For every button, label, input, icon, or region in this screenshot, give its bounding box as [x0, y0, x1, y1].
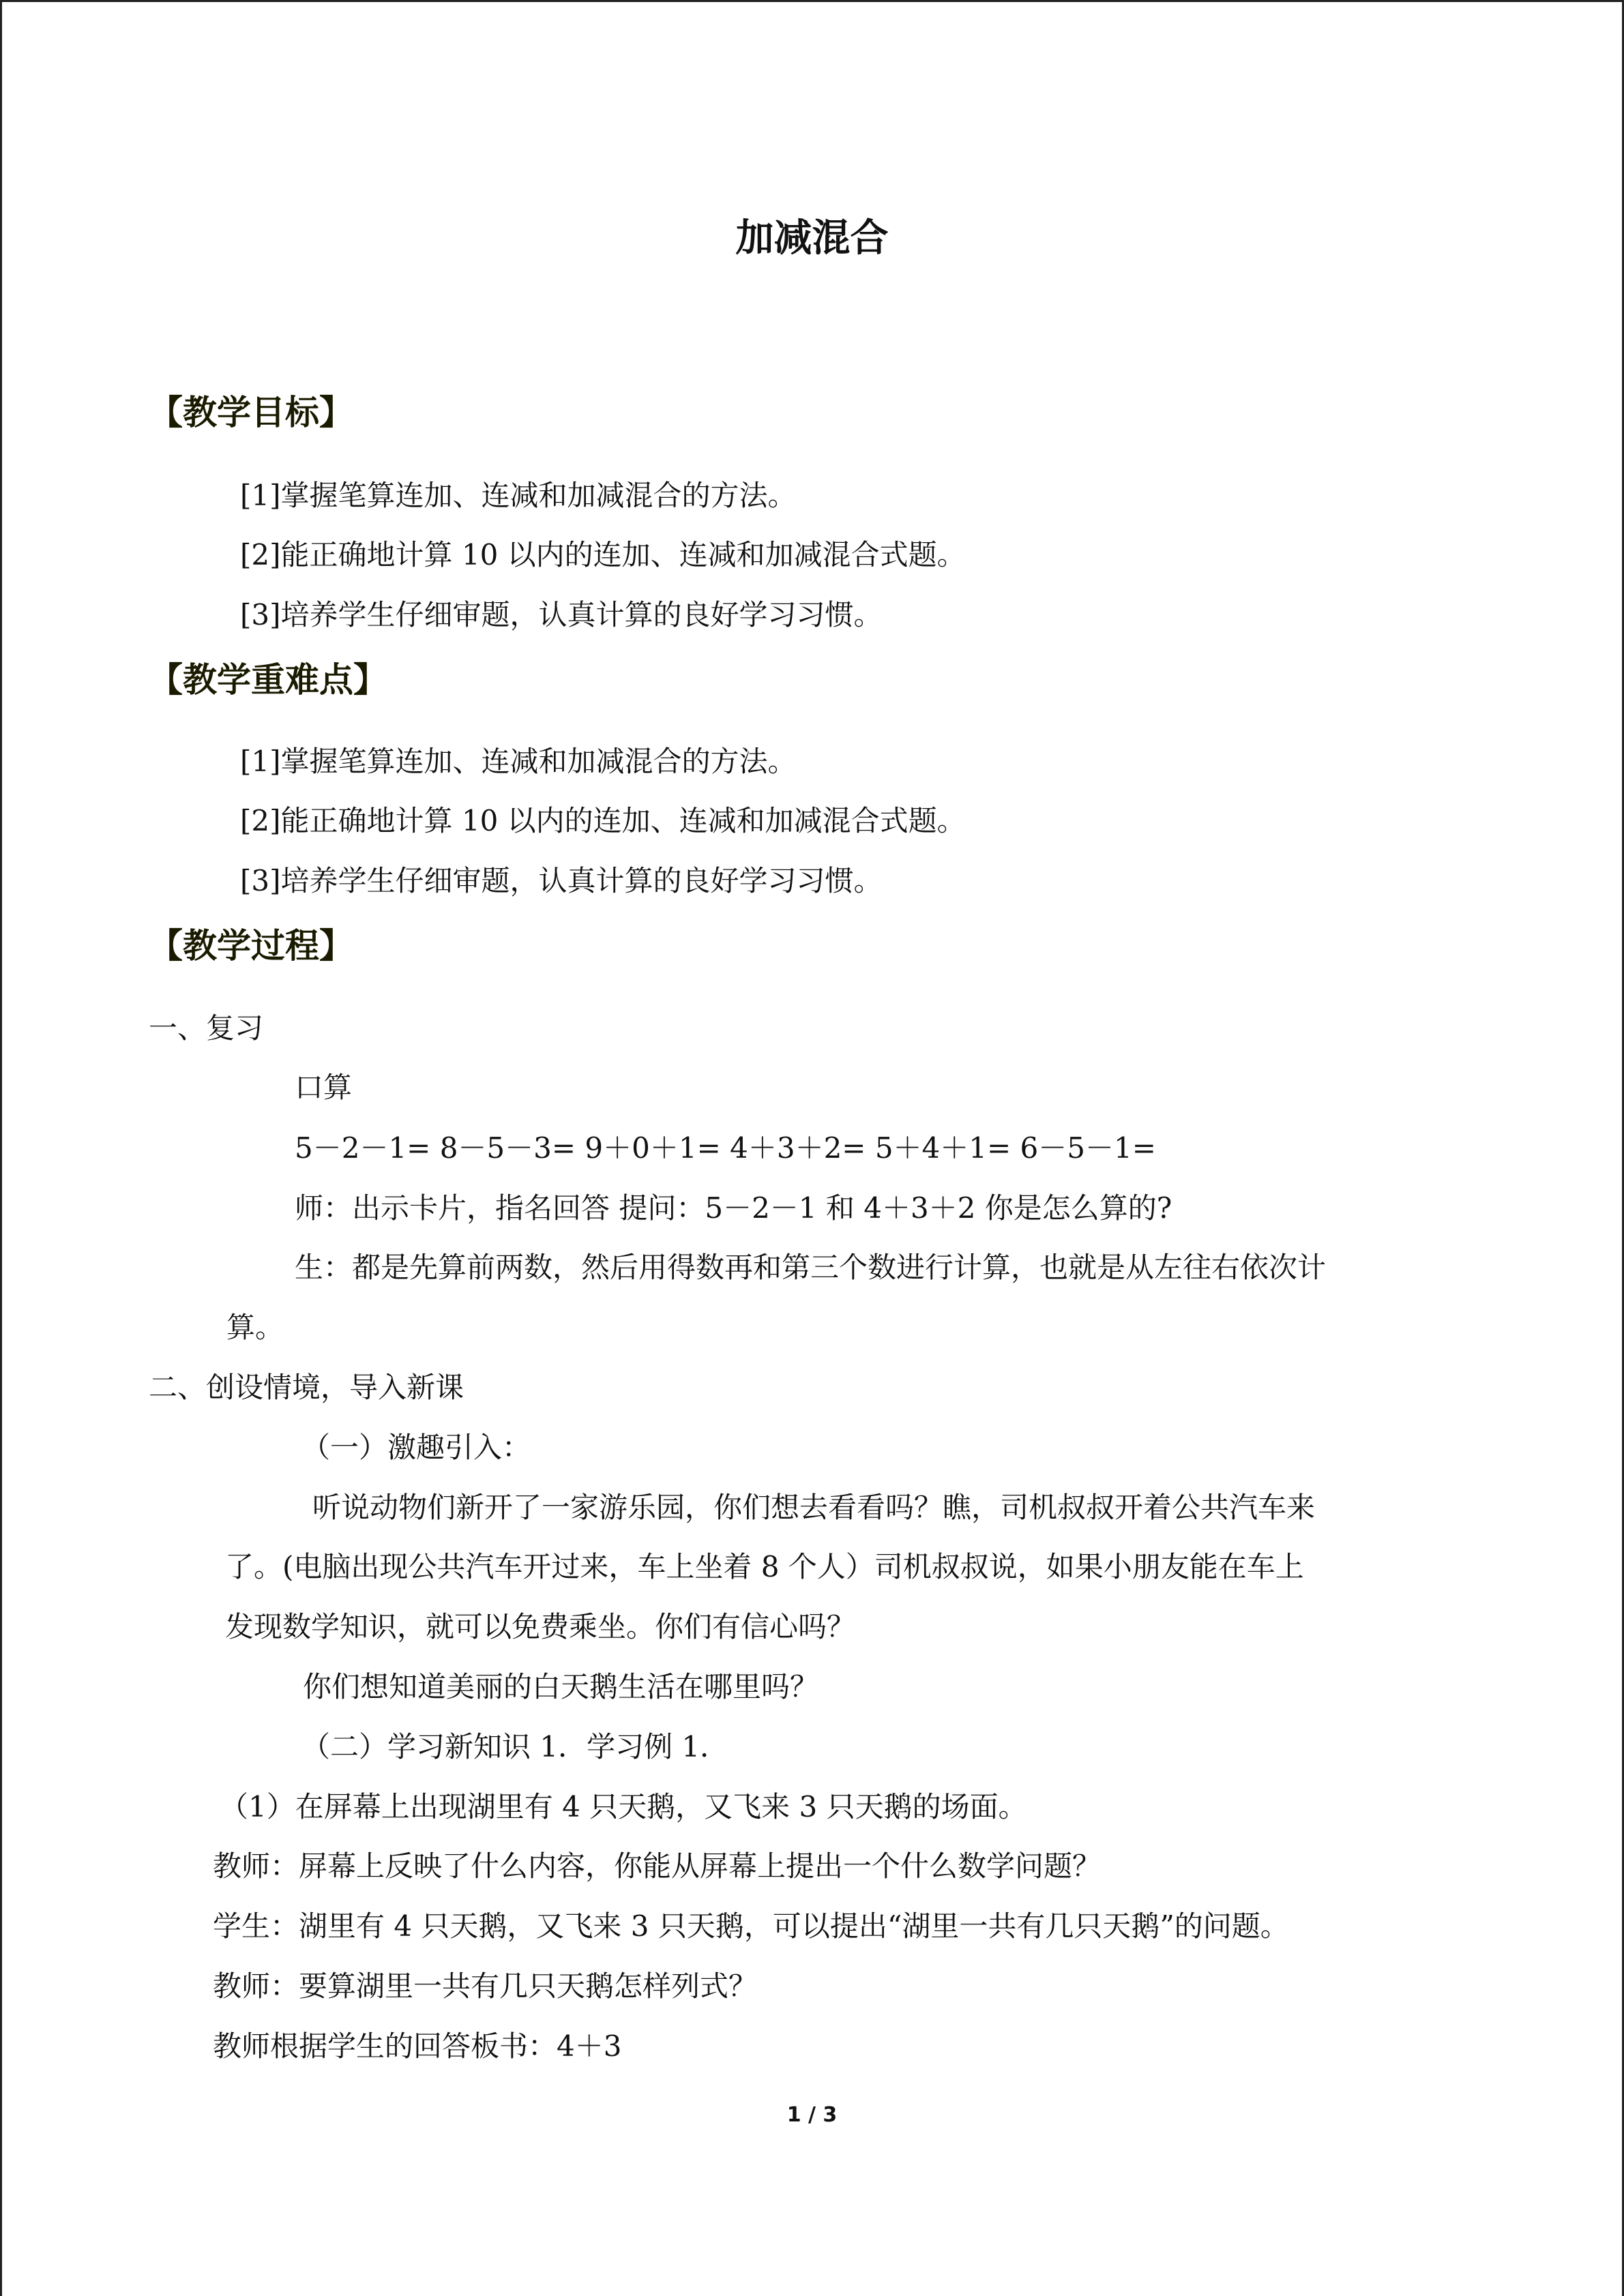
student-line-cont: 算。	[226, 1311, 284, 1344]
teacher-line: 师：出示卡片，指名回答 提问：5－2－1 和 4＋3＋2 你是怎么算的?	[295, 1191, 1172, 1225]
sub2-title: （二）学习新知识 1．学习例 1．	[301, 1730, 729, 1763]
board-line: 教师根据学生的回答板书：4＋3	[213, 2029, 622, 2063]
sub1-title: （一）激趣引入：	[301, 1431, 531, 1464]
teacher-question: 教师：屏幕上反映了什么内容，你能从屏幕上提出一个什么数学问题？	[213, 1849, 1102, 1883]
page-title: 加减混合	[735, 216, 889, 260]
objective-item: [1]掌握笔算连加、连减和加减混合的方法。	[240, 479, 797, 512]
student-answer: 学生：湖里有 4 只天鹅，又飞来 3 只天鹅，可以提出“湖里一共有几只天鹅”的问题。	[213, 1909, 1289, 1943]
student-line: 生：都是先算前两数，然后用得数再和第三个数进行计算，也就是从左往右依次计	[295, 1251, 1327, 1284]
heading-process: 【教学过程】	[149, 926, 353, 966]
teacher-question: 教师：要算湖里一共有几只天鹅怎样列式？	[213, 1969, 758, 2003]
key-point-item: [3]培养学生仔细审题，认真计算的良好学习习惯。	[240, 864, 883, 897]
key-point-item: [2]能正确地计算 10 以内的连加、连减和加减混合式题。	[240, 804, 966, 837]
objective-item: [3]培养学生仔细审题，认真计算的良好学习习惯。	[240, 598, 883, 631]
oral-problems: 5－2－1= 8－5－3= 9＋0＋1= 4＋3＋2= 5＋4＋1= 6－5－1=	[295, 1131, 1156, 1165]
heading-objectives: 【教学目标】	[149, 393, 353, 432]
story-line: 发现数学知识，就可以免费乘坐。你们有信心吗？	[225, 1610, 856, 1643]
key-point-item: [1]掌握笔算连加、连减和加减混合的方法。	[240, 745, 797, 778]
heading-key-points: 【教学重难点】	[149, 660, 387, 700]
page-number: 1 / 3	[786, 2103, 838, 2127]
objective-item: [2]能正确地计算 10 以内的连加、连减和加减混合式题。	[240, 538, 966, 571]
story-line: 了。(电脑出现公共汽车开过来，车上坐着 8 个人）司机叔叔说，如果小朋友能在车上	[225, 1550, 1304, 1583]
oral-label: 口算	[295, 1071, 353, 1104]
part1-title: 一、复习	[149, 1011, 264, 1045]
part2-title: 二、创设情境，导入新课	[149, 1371, 464, 1404]
example-line: （1）在屏幕上出现湖里有 4 只天鹅，又飞来 3 只天鹅的场面。	[220, 1790, 1027, 1823]
swan-question: 你们想知道美丽的白天鹅生活在哪里吗？	[303, 1670, 819, 1703]
story-line: 听说动物们新开了一家游乐园，你们想去看看吗？瞧，司机叔叔开着公共汽车来	[312, 1491, 1316, 1524]
